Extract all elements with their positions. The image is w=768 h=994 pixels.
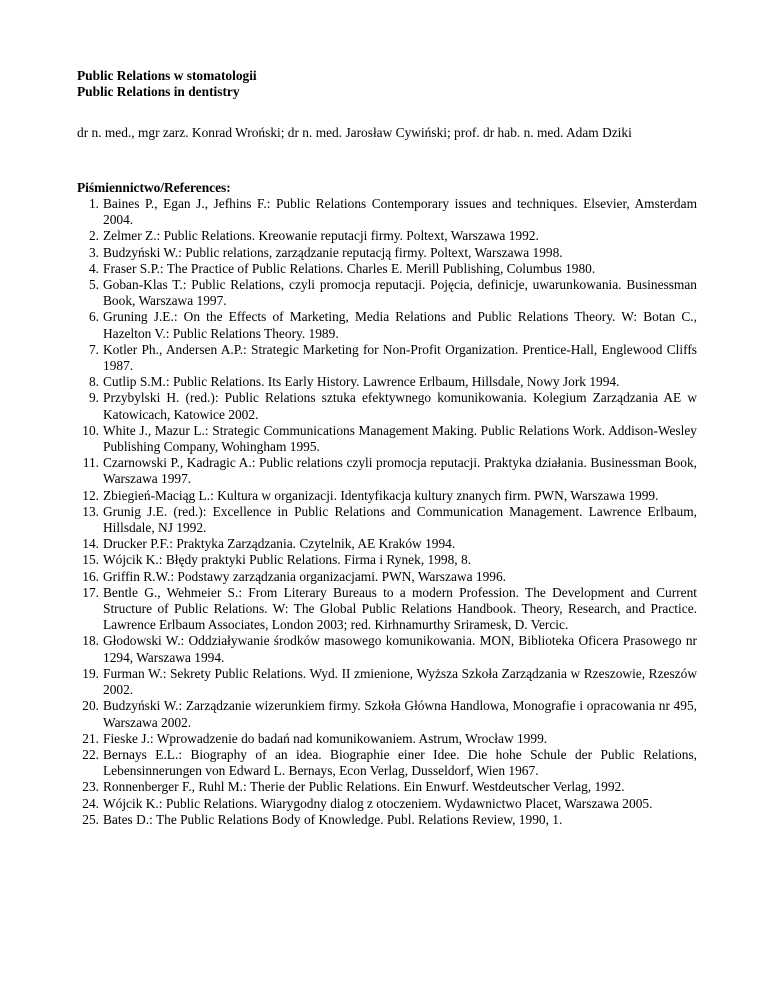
reference-item — [77, 455, 697, 487]
reference-number: 16. — [82, 568, 99, 584]
reference-item — [77, 390, 697, 422]
reference-text: Griffin R.W.: Podstawy zarządzania organizacjami. PWN, Warszawa 1996. — [103, 568, 506, 584]
reference-number: 20. — [82, 698, 99, 714]
reference-number: 1. — [88, 196, 99, 211]
reference-item — [77, 228, 697, 244]
reference-text: Baines P., Egan J., Jefhins F.: Public Relations Contemporary issues and techniques. Elsevier, Amsterdam 2004. — [103, 196, 697, 228]
reference-item — [77, 488, 697, 504]
reference-number: 14. — [82, 536, 99, 552]
title-polish: Public Relations w stomatologii — [77, 68, 257, 83]
reference-number: 2. — [88, 228, 99, 244]
reference-text: Zbiegień-Maciąg L.: Kultura w organizacji. Identyfikacja kultury znanych firm. PWN, Warszawa 1999. — [103, 487, 659, 503]
reference-text: Fieske J.: Wprowadzenie do badań nad komunikowaniem. Astrum, Wrocław 1999. — [103, 730, 548, 746]
reference-item — [77, 796, 697, 812]
reference-text: Bernays E.L.: Biography of an idea. Biographie einer Idee. Die hohe Schule der Public Relations, Lebensinnerungen von Edward L. Bernays, Econ Verlag, Dusseldorf, Wien 1967. — [103, 746, 697, 779]
reference-text: Ronnenberger F., Ruhl M.: Therie der Public Relations. Ein Enwurf. Westdeutscher Verlag, 1992. — [103, 779, 625, 795]
reference-item — [77, 666, 697, 698]
reference-number: 22. — [82, 746, 99, 762]
reference-number: 8. — [88, 374, 99, 390]
reference-text: Budzyński W.: Zarządzanie wizerunkiem firmy. Szkoła Główna Handlowa, Monografie i opracowania nr 495, Warszawa 2002. — [103, 698, 697, 730]
reference-item — [77, 585, 697, 634]
reference-text: Budzyński W.: Public relations, zarządzanie reputacją firmy. Poltext, Warszawa 1998. — [103, 244, 563, 260]
reference-item — [77, 779, 697, 795]
reference-text: Grunig J.E. (red.): Excellence in Public Relations and Communication Management. Lawrence Erlbaum, Hillsdale, NJ 1992. — [103, 503, 697, 536]
reference-item — [77, 245, 697, 261]
reference-item — [77, 196, 697, 228]
reference-text: Furman W.: Sekrety Public Relations. Wyd. II zmienione, Wyższa Szkoła Zarządzania w Rzeszowie, Rzeszów 2002. — [103, 665, 697, 698]
reference-number: 12. — [82, 487, 99, 503]
references-list — [77, 196, 697, 828]
reference-item — [77, 277, 697, 309]
reference-number: 24. — [82, 795, 99, 811]
references-heading: Piśmiennictwo/References: — [77, 180, 231, 195]
reference-number: 11. — [82, 455, 99, 471]
reference-text: Czarnowski P., Kadragic A.: Public relations czyli promocja reputacji. Praktyka działania. Businessman Book, Warszawa 1997. — [103, 455, 697, 487]
reference-item — [77, 747, 697, 779]
reference-number: 23. — [82, 779, 99, 795]
reference-number: 25. — [82, 811, 99, 827]
reference-number: 4. — [88, 260, 99, 276]
reference-item — [77, 698, 697, 730]
reference-number: 7. — [88, 341, 99, 357]
reference-item — [77, 569, 697, 585]
reference-number: 18. — [82, 633, 99, 649]
reference-text: Przybylski H. (red.): Public Relations sztuka efektywnego komunikowania. Kolegium Zarządzania AE w Katowicach, Katowice 2002. — [103, 390, 697, 422]
reference-text: Wójcik K.: Błędy praktyki Public Relations. Firma i Rynek, 1998, 8. — [103, 552, 472, 568]
reference-text: Kotler Ph., Andersen A.P.: Strategic Marketing for Non-Profit Organization. Prentice-Hall, Englewood Cliffs 1987. — [103, 341, 697, 374]
reference-number: 21. — [82, 730, 99, 746]
reference-text: Bates D.: The Public Relations Body of Knowledge. Publ. Relations Review, 1990, 1. — [103, 811, 563, 827]
title-english: Public Relations in dentistry — [77, 84, 240, 100]
reference-item — [77, 504, 697, 536]
reference-item — [77, 552, 697, 568]
reference-text: Goban-Klas T.: Public Relations, czyli promocja reputacji. Pojęcia, definicje, uwarunkowania. Businessman Book, Warszawa 1997. — [103, 277, 697, 309]
title-block — [77, 68, 697, 100]
reference-number: 9. — [88, 390, 99, 406]
reference-text: Bentle G., Wehmeier S.: From Literary Bureaus to a modern Profession. The Development and Current Structure of Public Relations. W: The Global Public Relations Handbook. Theory, Research, and Practice. Lawrence Erlbaum Associates, London 2003; red. Kirhnamurthy Sriramesk, D. Vercic. — [103, 584, 697, 633]
reference-number: 6. — [88, 309, 99, 325]
reference-text: Drucker P.F.: Praktyka Zarządzania. Czytelnik, AE Kraków 1994. — [103, 536, 456, 552]
reference-number: 15. — [82, 552, 99, 568]
reference-number: 17. — [82, 584, 99, 600]
reference-item — [77, 633, 697, 665]
reference-item — [77, 261, 697, 277]
reference-item — [77, 536, 697, 552]
reference-text: Fraser S.P.: The Practice of Public Relations. Charles E. Merill Publishing, Columbus 1980. — [103, 260, 596, 276]
reference-item — [77, 731, 697, 747]
reference-text: Cutlip S.M.: Public Relations. Its Early History. Lawrence Erlbaum, Hillsdale, Nowy Jork 1994. — [103, 374, 620, 390]
reference-item — [77, 309, 697, 341]
reference-item — [77, 342, 697, 374]
reference-text: Zelmer Z.: Public Relations. Kreowanie reputacji firmy. Poltext, Warszawa 1992. — [103, 228, 539, 244]
reference-number: 3. — [88, 244, 99, 260]
reference-text: Głodowski W.: Oddziaływanie środków masowego komunikowania. MON, Biblioteka Oficera Prasowego nr 1294, Warszawa 1994. — [103, 633, 697, 665]
reference-text: Wójcik K.: Public Relations. Wiarygodny dialog z otoczeniem. Wydawnictwo Placet, Warszawa 2005. — [103, 795, 653, 811]
reference-item — [77, 374, 697, 390]
reference-number: 10. — [82, 422, 99, 438]
reference-item — [77, 423, 697, 455]
reference-number: 13. — [82, 503, 99, 519]
reference-number: 19. — [82, 665, 99, 681]
reference-item — [77, 812, 697, 828]
reference-number: 5. — [88, 277, 99, 293]
authors: dr n. med., mgr zarz. Konrad Wroński; dr n. med. Jarosław Cywiński; prof. dr hab. n. med. Adam Dziki — [77, 125, 632, 140]
reference-text: Gruning J.E.: On the Effects of Marketing, Media Relations and Public Relations Theory. W: Botan C., Hazelton V.: Public Relations Theory. 1989. — [103, 309, 697, 341]
reference-text: White J., Mazur L.: Strategic Communications Management Making. Public Relations Work. Addison-Wesley Publishing Company, Wohingham 1995. — [103, 422, 697, 455]
